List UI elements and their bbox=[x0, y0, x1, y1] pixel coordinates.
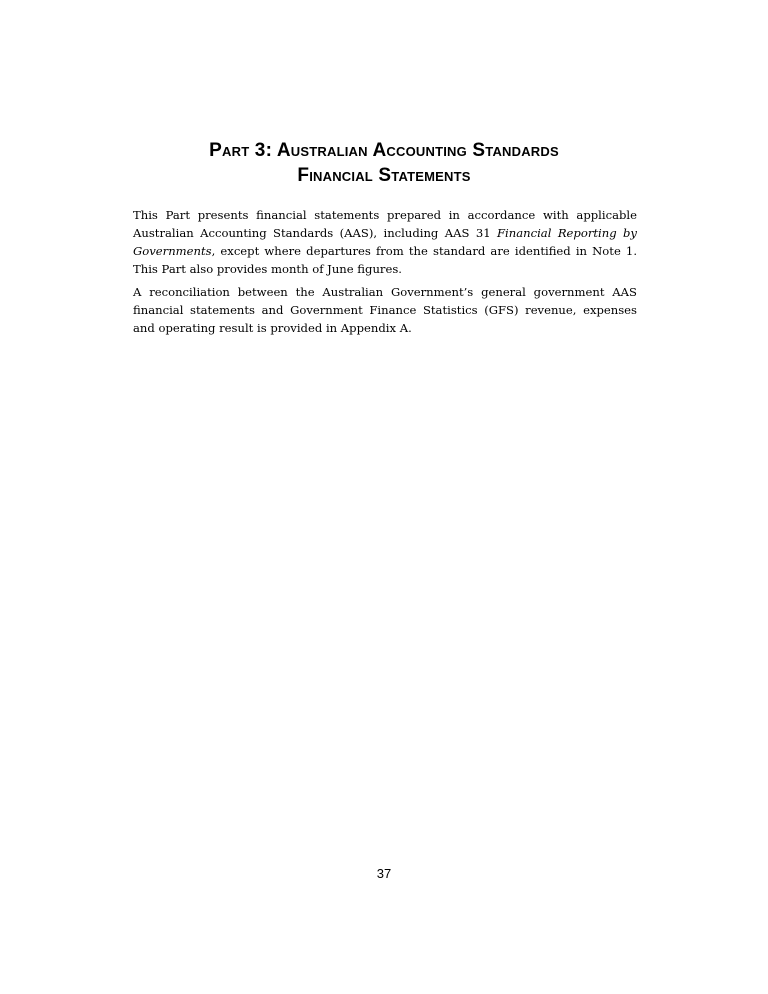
reconciliation-paragraph: A reconciliation between the Australian Government’s general government AAS financial statements and Government Finance Statistics (GFS) revenue, expenses and operating result is provided in Appendix A. bbox=[133, 285, 637, 335]
intro-paragraph bbox=[133, 206, 637, 278]
page-heading bbox=[0, 138, 768, 188]
intro-text-start: This Part presents financial statements prepared in accordance with applicable Australian Accounting Standards (AAS), including AAS 31 bbox=[133, 208, 637, 240]
heading-line-1: Part 3: Australian Accounting Standards bbox=[209, 140, 559, 161]
page-number: 37 bbox=[376, 866, 392, 881]
standard-title: Financial Reporting by Governments bbox=[133, 226, 637, 258]
heading-line-2: Financial Statements bbox=[297, 165, 471, 186]
intro-text-end: , except where departures from the standard are identified in Note 1. This Part also provides month of June figures. bbox=[133, 244, 637, 276]
